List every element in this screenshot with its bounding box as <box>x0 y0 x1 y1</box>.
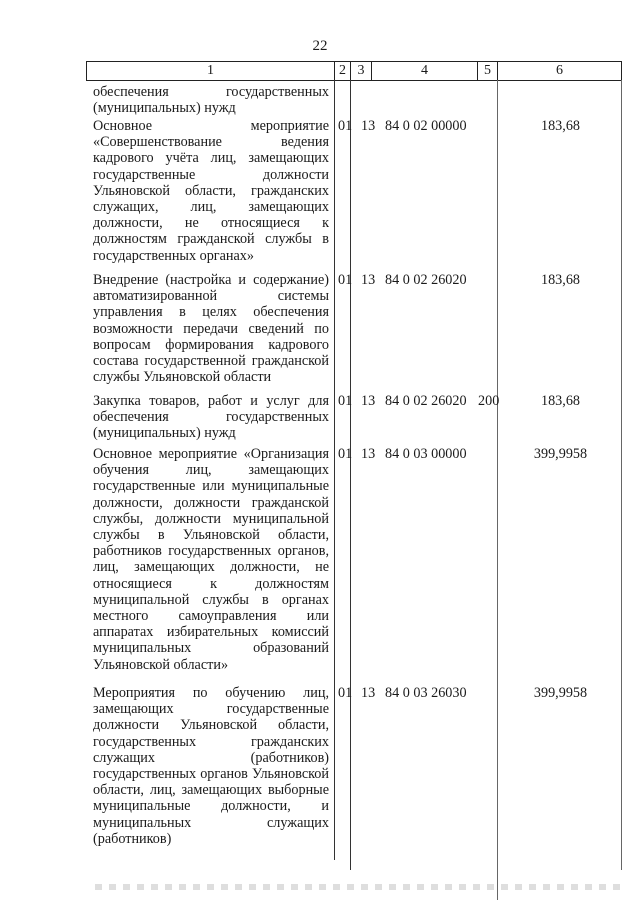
scan-artifact <box>95 884 620 890</box>
header-col-2: 2 <box>339 63 346 78</box>
header-col-1: 1 <box>207 63 214 78</box>
row-amount: 399,9958 <box>533 685 588 701</box>
row-code-expense-type: 200 <box>478 393 500 409</box>
column-divider <box>497 80 498 900</box>
row-name: Основное мероприятие «Совершенствование ведения кадрового учёта лиц, замещающих государственные должности Ульяновской области, гражданских служащих, лиц, замещающих должности, не относящиеся к должностям гражданской службы в государственных органах» <box>93 118 329 264</box>
row-code-section: 01 <box>338 446 353 462</box>
row-code-section: 01 <box>338 272 353 288</box>
row-amount: 399,9958 <box>533 446 588 462</box>
row-name: обеспечения государственных (муниципальных) нужд <box>93 84 329 117</box>
table-header-row <box>86 61 622 81</box>
row-amount: 183,68 <box>540 272 580 288</box>
row-name: Закупка товаров, работ и услуг для обеспечения государственных (муниципальных) нужд <box>93 393 329 442</box>
row-code-subsection: 13 <box>361 118 376 134</box>
row-name: Мероприятия по обучению лиц, замещающих государственные должности Ульяновской области, государственных гражданских служащих (работников) государственных органов Ульяновской области, лиц, замещающих выборные муниципальные должности, и муниципальных служащих (работников) <box>93 685 329 847</box>
column-divider <box>621 80 622 870</box>
header-col-6: 6 <box>556 63 563 78</box>
row-name: Основное мероприятие «Организация обучения лиц, замещающих государственные или муниципальные должности, должности гражданской службы, должности муниципальной службы в Ульяновской области, работников государственных органов, лиц, замещающих должности, не относящиеся к должностям муниципальной службы в органах местного самоуправления или аппаратах избирательных комиссий муниципальных образований Ульяновской области» <box>93 446 329 673</box>
row-code-subsection: 13 <box>361 685 376 701</box>
header-col-4: 4 <box>421 63 428 78</box>
row-code-target: 84 0 02 26020 <box>385 393 467 409</box>
row-code-subsection: 13 <box>361 393 376 409</box>
row-code-subsection: 13 <box>361 272 376 288</box>
row-code-target: 84 0 02 00000 <box>385 118 467 134</box>
row-amount: 183,68 <box>540 393 580 409</box>
row-code-section: 01 <box>338 393 353 409</box>
row-code-target: 84 0 03 00000 <box>385 446 467 462</box>
row-name: Внедрение (настройка и содержание) автоматизированной системы управления в целях обеспечения возможности передачи сведений по вопросам формирования кадрового состава государственной гражданской службы Ульяновской области <box>93 272 329 386</box>
page-number: 22 <box>312 38 328 54</box>
header-col-3: 3 <box>357 63 365 78</box>
header-col-5: 5 <box>484 63 491 78</box>
column-divider <box>334 80 335 860</box>
row-amount: 183,68 <box>540 118 580 134</box>
row-code-target: 84 0 03 26030 <box>385 685 467 701</box>
row-code-section: 01 <box>338 118 353 134</box>
column-divider <box>350 80 351 870</box>
row-code-subsection: 13 <box>361 446 376 462</box>
row-code-section: 01 <box>338 685 353 701</box>
row-code-target: 84 0 02 26020 <box>385 272 467 288</box>
